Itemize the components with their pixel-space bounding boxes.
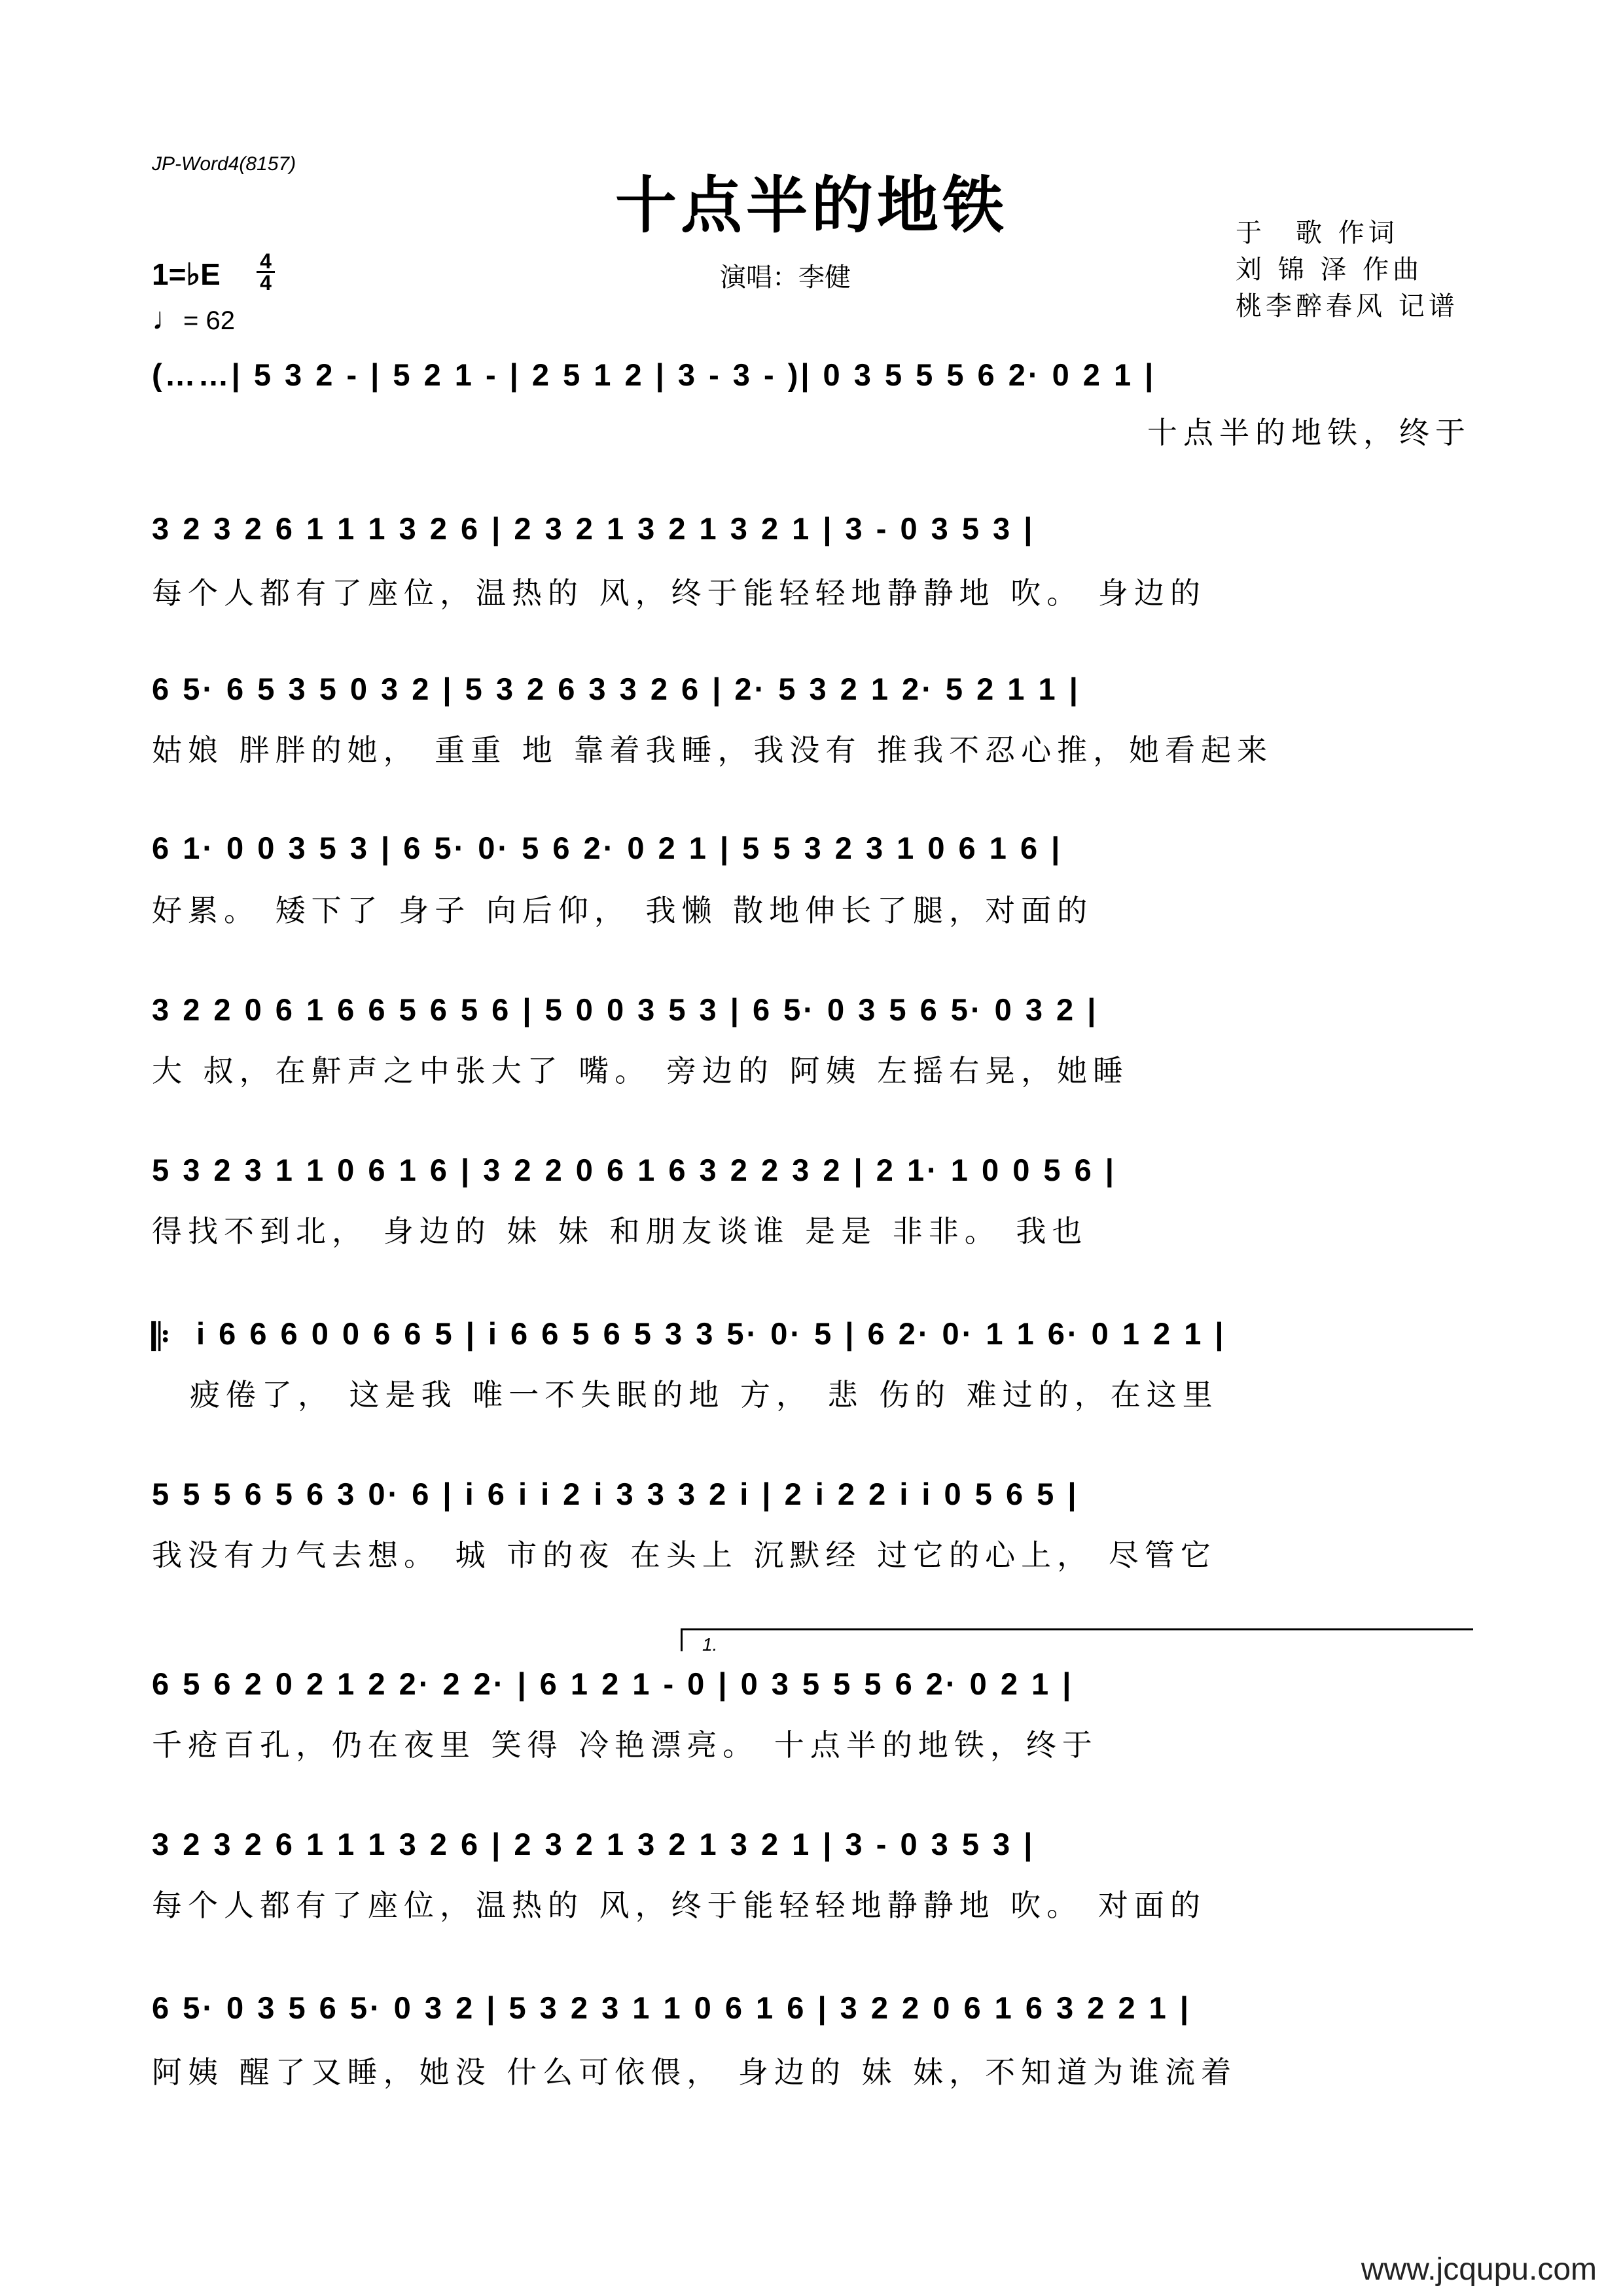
notation-line: 6 5· 6 5 3 5 0 3 2 | 5 3 2 6 3 3 2 6 | 2· 5 3 2 1 2· 5 2 1 1 | xyxy=(152,672,1080,706)
meter-bottom: 4 xyxy=(260,271,272,295)
lyric-line: 姑娘 胖胖的她， 重重 地 靠着我睡，我没有 推我不忍心推，她看起来 xyxy=(152,732,1274,768)
lyric-line: 每个人都有了座位，温热的 风，终于能轻轻地静静地 吹。 对面的 xyxy=(152,1888,1206,1923)
lyric-line: 十点半的地铁，终于 xyxy=(1147,415,1471,450)
tempo-marking xyxy=(152,301,235,337)
notation-line: 5 5 5 6 5 6 3 0· 6 | i 6 i i 2 i 3 3 3 2 i | 2 i 2 2 i i 0 5 6 5 | xyxy=(152,1477,1079,1511)
notation-line: 3 2 3 2 6 1 1 1 3 2 6 | 2 3 2 1 3 2 1 3 2 1 | 3 - 0 3 5 3 | xyxy=(152,511,1035,546)
watermark: www.jcqupu.com xyxy=(1361,2252,1597,2287)
lyric-line: 千疮百孔，仍在夜里 笑得 冷艳漂亮。 十点半的地铁，终于 xyxy=(152,1727,1098,1763)
lyric-line: 我没有力气去想。 城 市的夜 在头上 沉默经 过它的心上， 尽管它 xyxy=(152,1537,1217,1573)
credits xyxy=(1236,215,1471,325)
notation-line: 3 2 2 0 6 1 6 6 5 6 5 6 | 5 0 0 3 5 3 | 6 5· 0 3 5 6 5· 0 3 2 | xyxy=(152,992,1099,1027)
lyric-line: 大 叔，在鼾声之中张大了 嘴。 旁边的 阿姨 左摇右晃，她睡 xyxy=(152,1053,1130,1088)
tempo-value: = 62 xyxy=(183,306,235,335)
meter-top: 4 xyxy=(260,249,272,273)
notation-line: (……| 5 3 2 - | 5 2 1 - | 2 5 1 2 | 3 - 3 - )| 0 3 5 5 5 6 2· 0 2 1 | xyxy=(152,357,1156,392)
software-label: JP-Word4(8157) xyxy=(152,153,296,175)
lyric-line: 好累。 矮下了 身子 向后仰， 我懒 散地伸长了腿，对面的 xyxy=(152,893,1094,928)
lyric-line: 阿姨 醒了又睡，她没 什么可依偎， 身边的 妹 妹，不知道为谁流着 xyxy=(152,2054,1238,2090)
notation-line: 3 2 3 2 6 1 1 1 3 2 6 | 2 3 2 1 3 2 1 3 2 1 | 3 - 0 3 5 3 | xyxy=(152,1827,1035,1861)
notation-line: 6 5· 0 3 5 6 5· 0 3 2 | 5 3 2 3 1 1 0 6 1 6 | 3 2 2 0 6 1 6 3 2 2 1 | xyxy=(152,1990,1191,2025)
notation-line: 6 5 6 2 0 2 1 2 2· 2 2· | 6 1 2 1 - 0 | 0 3 5 5 5 6 2· 0 2 1 | xyxy=(152,1666,1074,1701)
lyric-line: 每个人都有了座位，温热的 风，终于能轻轻地静静地 吹。 身边的 xyxy=(152,575,1206,611)
lyric-line: 得找不到北， 身边的 妹 妹 和朋友谈谁 是是 非非。 我也 xyxy=(152,1213,1088,1249)
time-signature xyxy=(257,251,275,293)
singer: 演唱：李健 xyxy=(720,262,851,293)
lyric-line: 疲倦了， 这是我 唯一不失眠的地 方， 悲 伤的 难过的，在这里 xyxy=(190,1377,1219,1412)
quarter-note-icon: ♩ xyxy=(152,302,183,336)
lyricist: 于 歌 作词 xyxy=(1236,218,1399,248)
key-signature: 1=♭E xyxy=(152,257,221,291)
transcriber: 桃李醉春风 记谱 xyxy=(1236,291,1459,321)
notation-line: i 6 6 6 0 0 6 6 5 | i 6 6 5 6 5 3 3 5· 0· 5 | 6 2· 0· 1 1 6· 0 1 2 1 | xyxy=(196,1316,1226,1351)
volta-label: 1. xyxy=(702,1634,718,1655)
first-ending-bracket xyxy=(681,1628,1473,1655)
notation-line: 5 3 2 3 1 1 0 6 1 6 | 3 2 2 0 6 1 6 3 2 2 3 2 | 2 1· 1 0 0 5 6 | xyxy=(152,1153,1116,1187)
song-title: 十点半的地铁 xyxy=(615,170,1008,242)
composer: 刘 锦 泽 作曲 xyxy=(1236,255,1423,285)
repeat-start-sign: 𝄆 xyxy=(152,1316,170,1357)
notation-line: 6 1· 0 0 3 5 3 | 6 5· 0· 5 6 2· 0 2 1 | 5 5 3 2 3 1 0 6 1 6 | xyxy=(152,831,1063,865)
